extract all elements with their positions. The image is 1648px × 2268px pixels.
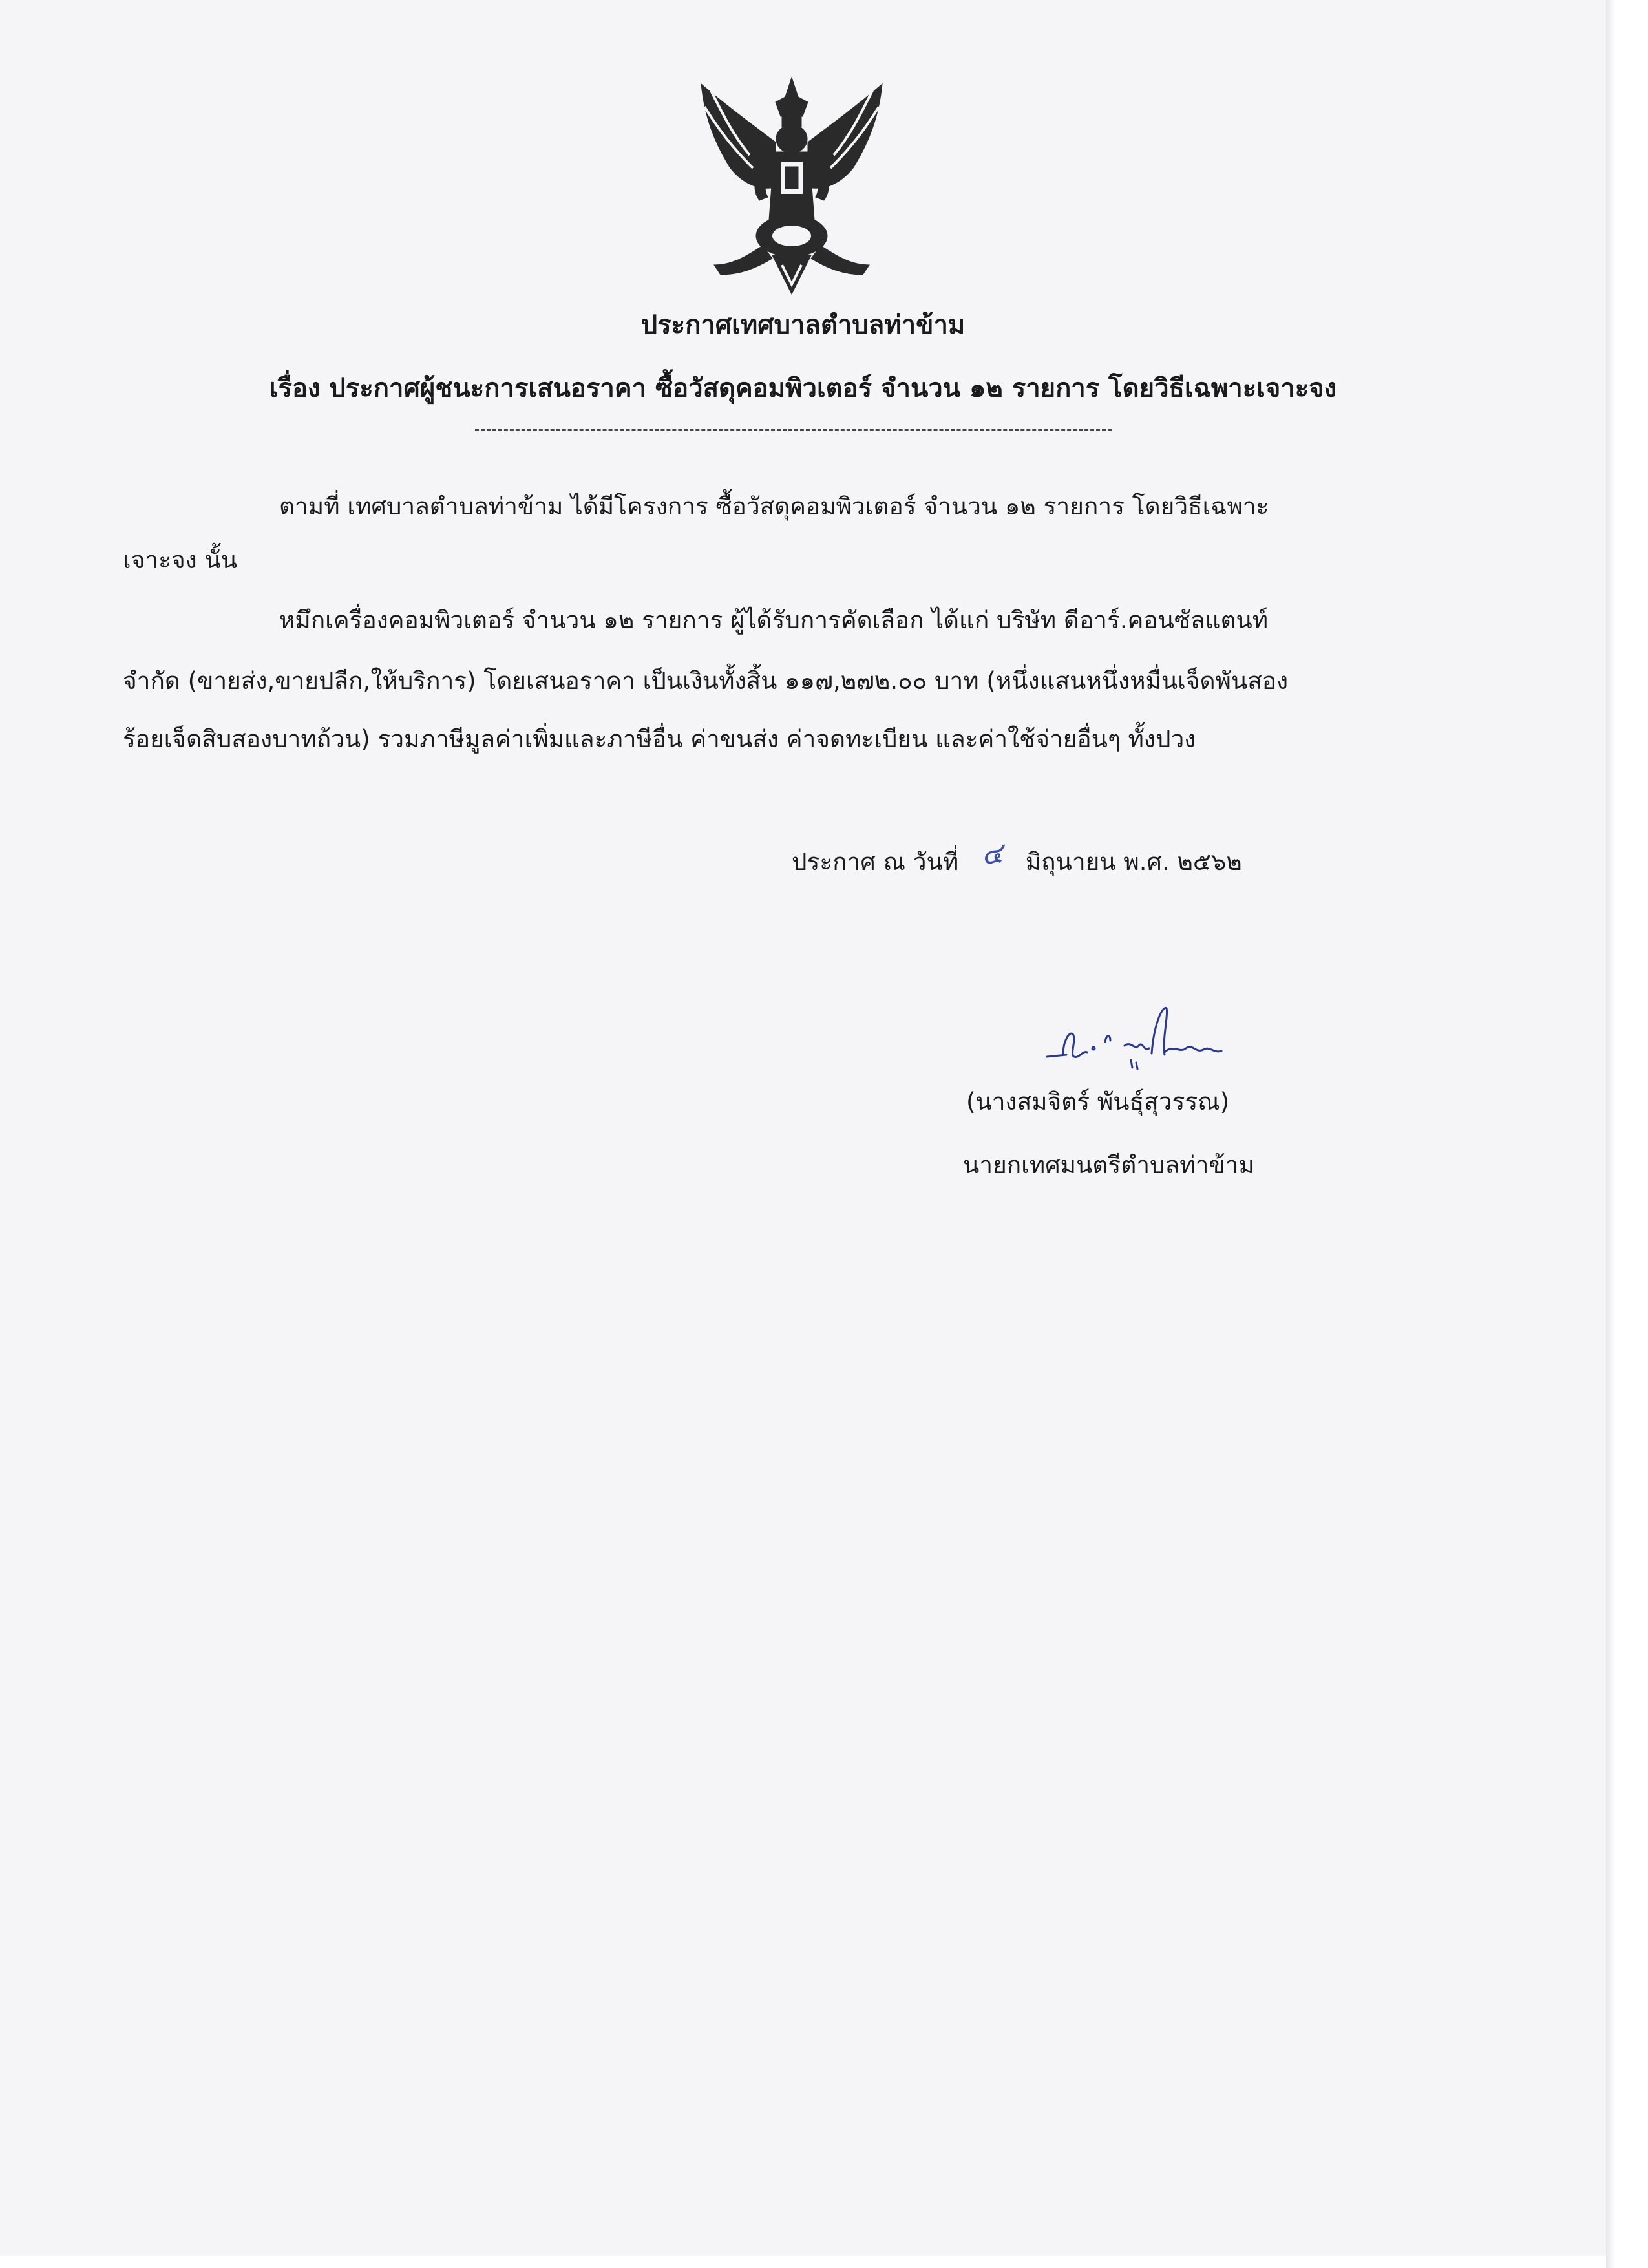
signer-position: นายกเทศมนตรีตำบลท่าข้าม [963, 1151, 1254, 1179]
signer-name: (นางสมจิตร์ พันธุ์สุวรรณ) [966, 1088, 1230, 1116]
body-line: ร้อยเจ็ดสิบสองบาทถ้วน) รวมภาษีมูลค่าเพิ่มและภาษีอื่น ค่าขนส่ง ค่าจดทะเบียน และค่าใช้จ่ายอื่นๆ ทั้งปวง [123, 725, 1196, 753]
body-line: จำกัด (ขายส่ง,ขายปลีก,ให้บริการ) โดยเสนอราคา เป็นเงินทั้งสิ้น ๑๑๗,๒๗๒.๐๐ บาท (หนึ่งแสนหนึ่งหมื่นเจ็ดพันสอง [123, 667, 1289, 695]
date-prefix: ประกาศ ณ วันที่ [792, 848, 959, 876]
announcement-title: ประกาศเทศบาลตำบลท่าข้าม [640, 310, 966, 340]
announcement-subject: เรื่อง ประกาศผู้ชนะการเสนอราคา ซื้อวัสดุคอมพิวเตอร์ จำนวน ๑๒ รายการ โดยวิธีเฉพาะเจาะจง [269, 374, 1337, 403]
body-line: ตามที่ เทศบาลตำบลท่าข้าม ได้มีโครงการ ซื้อวัสดุคอมพิวเตอร์ จำนวน ๑๒ รายการ โดยวิธีเฉพาะ [279, 493, 1269, 520]
announcement-date [792, 838, 1242, 883]
date-suffix: มิถุนายน พ.ศ. ๒๕๖๒ [1025, 848, 1242, 876]
handwritten-signature-icon [1034, 995, 1254, 1086]
body-line: หมึกเครื่องคอมพิวเตอร์ จำนวน ๑๒ รายการ ผู้ได้รับการคัดเลือก ได้แก่ บริษัท ดีอาร์.คอนซัลแตนท์ [279, 606, 1269, 634]
body-line: เจาะจง นั้น [123, 546, 238, 574]
garuda-emblem-icon [685, 71, 898, 304]
scan-edge [1606, 0, 1615, 2268]
handwritten-day: ๔ [979, 836, 1005, 872]
dashed-divider [475, 429, 1112, 431]
